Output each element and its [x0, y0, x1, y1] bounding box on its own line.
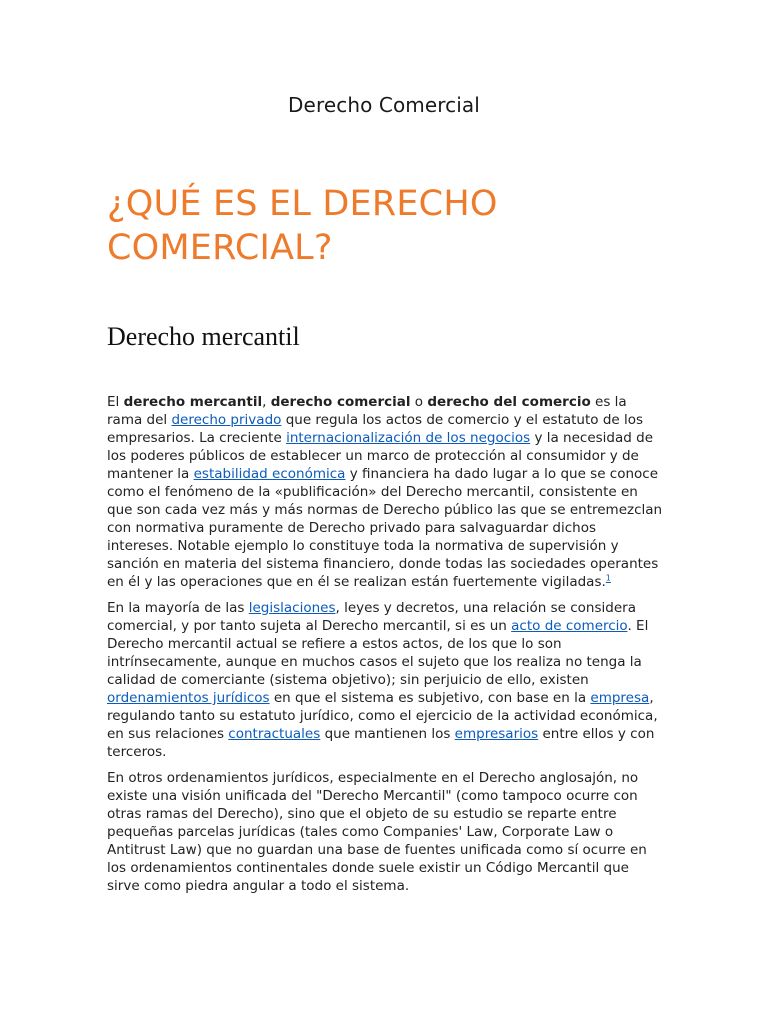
text: es la rama del: [107, 394, 627, 428]
text: entre ellos y con terceros.: [107, 726, 655, 760]
text: En otros ordenamientos jurídicos, especialmente en el Derecho anglosajón, no existe una visión unificada del "Derecho Mercantil" (como tampoco ocurre con otras ramas del Derecho), sino que el objeto de su estudio se reparte entre pequeñas parcelas jurídicas (tales como Companies' Law, Corporate Law o Antitrust Law) que no guardan una base de fuentes unificada como sí ocurre en los ordenamientos continentales donde suele existir un Código Mercantil que sirve como piedra angular a todo el sistema.: [107, 770, 647, 894]
text: que mantienen los: [320, 726, 455, 742]
link-legislaciones[interactable]: legislaciones: [248, 600, 336, 616]
footnote-ref-1[interactable]: 1: [605, 573, 611, 583]
link-derecho-privado[interactable]: derecho privado: [171, 412, 282, 428]
text: que regula los actos de comercio y el estatuto de los empresarios. La creciente: [107, 412, 644, 446]
text: ,: [262, 394, 271, 410]
link-estabilidad-economica[interactable]: estabilidad económica: [193, 466, 346, 482]
bold-term-derecho-del-comercio: derecho del comercio: [427, 394, 591, 410]
main-heading: ¿QUÉ ES EL DERECHO COMERCIAL?: [107, 184, 498, 268]
document-title: Derecho Comercial: [288, 93, 480, 117]
link-empresa[interactable]: empresa: [590, 690, 650, 706]
bold-term-derecho-mercantil: derecho mercantil: [123, 394, 263, 410]
paragraph-1: [107, 393, 663, 591]
link-internacionalizacion[interactable]: internacionalización de los negocios: [286, 430, 531, 446]
article-body: [107, 393, 663, 903]
text: El: [107, 394, 124, 410]
text: . El Derecho mercantil actual se refiere a estos actos, de los que lo son intrínsecamente, aunque en muchos casos el sujeto que los realiza no tenga la calidad de comerciante (sistema objetivo); sin perjuicio de ello, existen: [107, 618, 649, 688]
paragraph-3: [107, 769, 663, 895]
link-empresarios[interactable]: empresarios: [454, 726, 539, 742]
text: o: [410, 394, 428, 410]
text: y la necesidad de los poderes públicos de establecer un marco de protección al consumidor y de mantener la: [107, 430, 654, 482]
link-ordenamientos-juridicos[interactable]: ordenamientos jurídicos: [107, 690, 270, 706]
text: , regulando tanto su estatuto jurídico, como el ejercicio de la actividad económica, en sus relaciones: [107, 690, 658, 742]
link-acto-de-comercio[interactable]: acto de comercio: [511, 618, 628, 634]
bold-term-derecho-comercial: derecho comercial: [270, 394, 411, 410]
text: y financiera ha dado lugar a lo que se conoce como el fenómeno de la «publificación» del Derecho mercantil, consistente en que son cada vez más y más normas de Derecho público las que se entremezclan con normativa puramente de Derecho privado para salvaguardar dichos intereses. Notable ejemplo lo constituye toda la normativa de supervisión y sanción en materia del sistema financiero, donde todas las sociedades operantes en él y las operaciones que en él se realizan están fuertemente vigiladas.: [107, 466, 663, 590]
text: , leyes y decretos, una relación se considera comercial, y por tanto sujeta al Derecho mercantil, si es un: [107, 600, 636, 634]
text: en que el sistema es subjetivo, con base en la: [269, 690, 591, 706]
paragraph-2: [107, 599, 663, 761]
section-subheading: Derecho mercantil: [107, 322, 300, 351]
link-contractuales[interactable]: contractuales: [228, 726, 321, 742]
text: En la mayoría de las: [107, 600, 249, 616]
